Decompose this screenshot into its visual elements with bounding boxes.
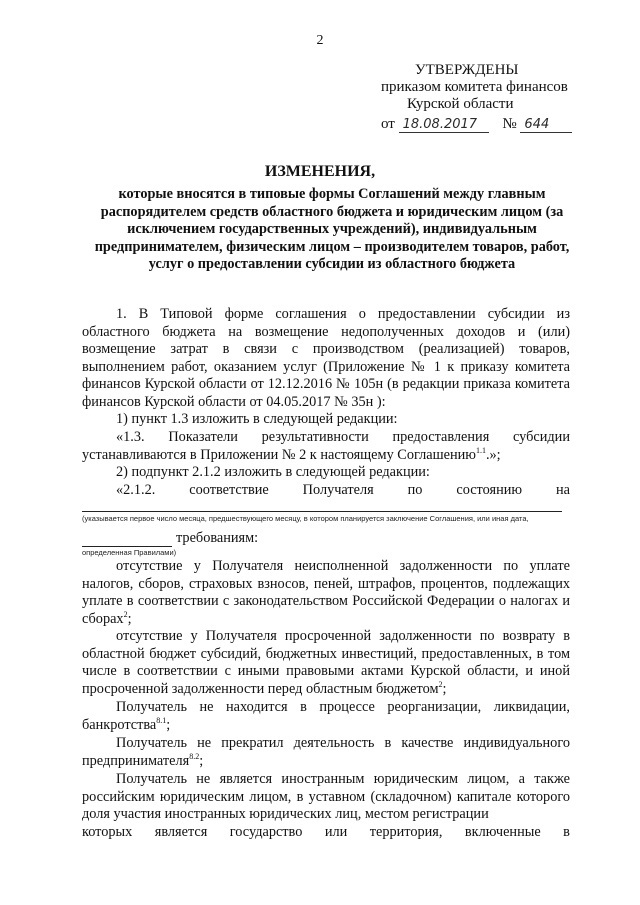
word: «2.1.2. xyxy=(116,482,156,498)
paragraph-8 xyxy=(82,699,570,734)
word: или xyxy=(324,824,348,840)
handwritten-date: 18.08.2017 xyxy=(399,118,489,133)
paragraph-7-text: отсутствие у Получателя просроченной задолженности по возврату в областной бюджет субсидий, бюджетных инвестиций, предоставленных, в том числе в соответствии с иными правовыми актами Курской области, и иной просроченной задолженности перед областным бюджетом xyxy=(82,628,570,697)
footnote-caption-1: (указывается первое число месяца, предшествующего месяцу, в котором планируется заключение Соглашения, или иная дата, xyxy=(82,514,529,523)
requirements-label: требованиям: xyxy=(176,530,259,546)
approval-line-2: приказом комитета финансов xyxy=(381,79,568,95)
number-prefix: № xyxy=(502,116,517,132)
paragraph-6-end: ; xyxy=(127,610,132,627)
footnote-ref: 2 xyxy=(123,609,128,619)
document-title: ИЗМЕНЕНИЯ, xyxy=(264,163,376,180)
paragraph-9 xyxy=(82,735,570,770)
document-subtitle: которые вносятся в типовые формы Соглашений между главным распорядителем средств областного бюджета и юридическим лицом (за исключением государственных учреждений), индивидуальным предпринимателем, физическим лицом – производителем товаров, работ, услуг о предоставлении субсидии из областного бюджета xyxy=(94,186,570,272)
word: по xyxy=(407,482,423,498)
paragraph-1: 1. В Типовой форме соглашения о предоставлении субсидии из областного бюджета на возмещение недополученных доходов и (или) возмещение затрат в связи с производством (реализацией) товаров, выполнением работ, оказанием услуг (Приложение № 1 к приказу комитета финансов Курской области от 12.12.2016 № 105н (в редакции приказа комитета финансов Курской области от 04.05.2017 № 35н ): xyxy=(82,306,570,410)
handwritten-number: 644 xyxy=(520,118,572,133)
word: Получателя xyxy=(302,482,374,498)
approval-line-3: Курской области xyxy=(407,96,514,112)
paragraph-11 xyxy=(82,824,570,842)
word: является xyxy=(154,824,208,840)
paragraph-9-text: Получатель не прекратил деятельность в качестве индивидуального предпринимателя xyxy=(82,735,570,769)
word: государство xyxy=(229,824,303,840)
paragraph-8-end: ; xyxy=(166,716,171,733)
approval-block xyxy=(381,62,572,133)
paragraph-7 xyxy=(82,628,570,698)
paragraph-6 xyxy=(82,558,570,628)
paragraph-5 xyxy=(116,482,570,500)
paragraph-3-end: .»; xyxy=(485,446,501,463)
paragraph-3-text: «1.3. Показатели результативности предоставления субсидии устанавливаются в Приложении № 2 к настоящему Соглашению xyxy=(82,429,570,463)
blank-line-1 xyxy=(82,511,562,512)
paragraph-9-end: ; xyxy=(199,752,204,769)
word: на xyxy=(555,482,570,498)
paragraph-8-text: Получатель не находится в процессе реорганизации, ликвидации, банкротства xyxy=(82,699,570,733)
footnote-ref: 1.1 xyxy=(475,445,486,455)
approval-heading: УТВЕРЖДЕНЫ xyxy=(415,62,519,78)
word: в xyxy=(563,824,570,840)
paragraph-2: 1) пункт 1.3 изложить в следующей редакции: xyxy=(116,411,398,427)
date-prefix: от xyxy=(381,116,395,132)
word: соответствие xyxy=(189,482,269,498)
paragraph-10: Получатель не является иностранным юридическим лицом, а также российским юридическим лицом, в уставном (складочном) капитале которого доля участия иностранных юридических лиц, местом регистрации xyxy=(82,771,570,822)
word: состоянию xyxy=(456,482,523,498)
footnote-ref: 8.2 xyxy=(189,751,200,761)
paragraph-7-end: ; xyxy=(442,680,447,697)
blank-line-2 xyxy=(82,546,172,547)
footnote-ref: 2 xyxy=(438,679,443,689)
paragraph-6-text: отсутствие у Получателя неисполненной задолженности по уплате налогов, сборов, страховых взносов, пеней, штрафов, процентов, подлежащих уплате в соответствии с законодательством Российской Федерации о налогах и сборах xyxy=(82,558,570,627)
word: которых xyxy=(82,824,133,840)
paragraph-3 xyxy=(82,429,570,464)
footnote-caption-2: определенная Правилами) xyxy=(82,548,177,557)
footnote-ref: 8.1 xyxy=(156,715,167,725)
word: включенные xyxy=(464,824,541,840)
page-number: 2 xyxy=(316,33,324,48)
approval-date-line xyxy=(381,116,572,133)
word: территория, xyxy=(369,824,443,840)
paragraph-4: 2) подпункт 2.1.2 изложить в следующей редакции: xyxy=(116,464,430,480)
